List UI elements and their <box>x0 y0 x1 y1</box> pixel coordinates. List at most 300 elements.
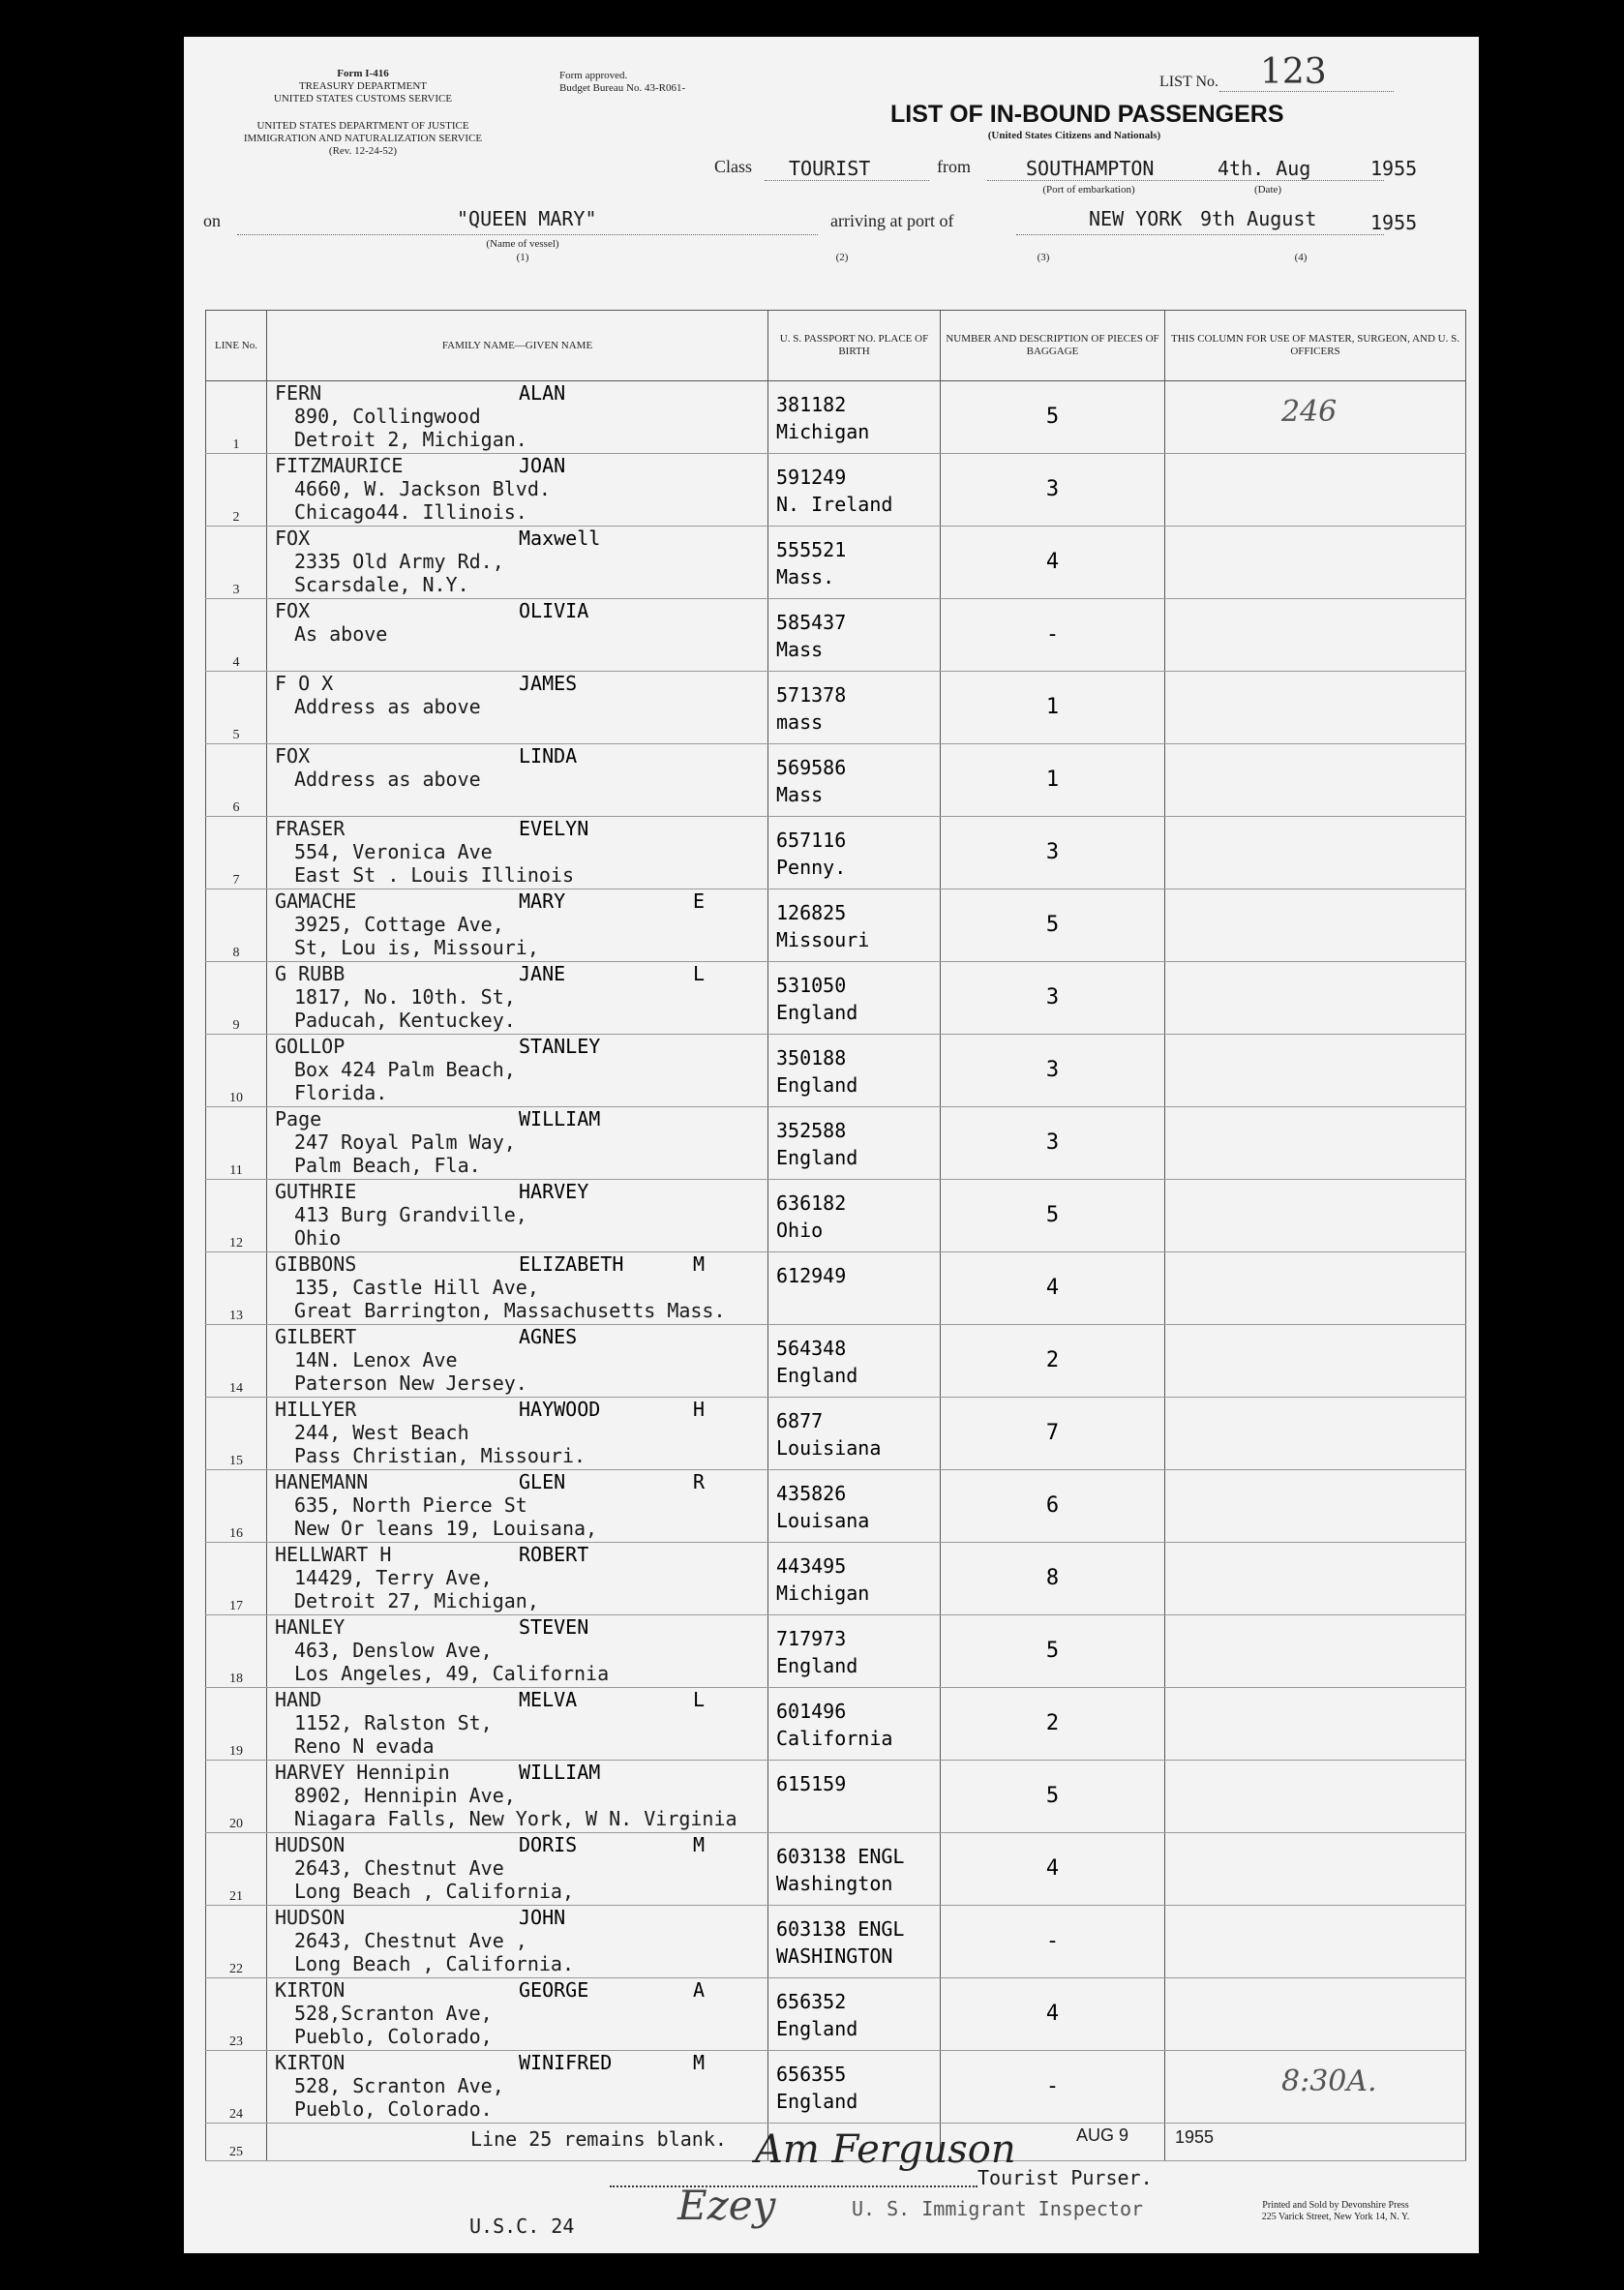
name-cell <box>267 1833 768 1906</box>
arriving-label: arriving at port of <box>830 211 954 230</box>
passport-cell <box>768 599 941 672</box>
baggage-count: 5 <box>941 1761 1165 1833</box>
baggage-count: 4 <box>941 527 1165 599</box>
given-name: AGNES <box>519 1325 578 1348</box>
passport-number: 717973 <box>776 1627 847 1650</box>
line-number: 7 <box>206 817 267 889</box>
baggage-count: 5 <box>941 1180 1165 1252</box>
form-revision: (Rev. 12-24-52) <box>328 145 398 157</box>
place-of-birth: Washington <box>776 1872 893 1895</box>
family-name: G RUBB <box>275 962 346 985</box>
line-number: 22 <box>206 1906 267 1978</box>
passport-number: 352588 <box>776 1119 847 1142</box>
address-line-1: 413 Burg Grandville, <box>294 1203 527 1226</box>
embark-year: 1955 <box>1370 157 1418 180</box>
table-row <box>206 1761 1466 1833</box>
place-of-birth: N. Ireland <box>776 493 893 516</box>
place-of-birth: California <box>776 1727 893 1750</box>
passport-number: 571378 <box>776 683 847 707</box>
embark-date: 4th. Aug <box>1218 157 1311 180</box>
address-line-2: Niagara Falls, New York, W N. Virginia <box>294 1807 737 1830</box>
address-line-2: Pueblo, Colorado, <box>294 2025 493 2048</box>
place-of-birth: Penny. <box>776 856 847 879</box>
officer-notes <box>1165 381 1466 454</box>
line-number: 3 <box>206 527 267 599</box>
vessel-line <box>237 234 818 235</box>
class-line <box>765 180 929 181</box>
passport-cell <box>768 1833 941 1906</box>
passport-number: 612949 <box>776 1264 847 1287</box>
address-line-2: Chicago44. Illinois. <box>294 500 527 524</box>
table-row <box>206 1252 1466 1325</box>
dept-customs: UNITED STATES CUSTOMS SERVICE <box>273 93 453 105</box>
officer-notes <box>1165 1398 1466 1470</box>
name-cell <box>267 817 768 889</box>
passport-number: 381182 <box>776 393 847 416</box>
middle-initial: A <box>693 1978 706 2002</box>
place-of-birth: mass <box>776 710 824 734</box>
address-line-2: St, Lou is, Missouri, <box>294 936 539 959</box>
passport-cell <box>768 1978 941 2051</box>
address-line-1: 14N. Lenox Ave <box>294 1348 458 1371</box>
budget-bureau: Budget Bureau No. 43-R061- <box>559 82 686 94</box>
line-number: 14 <box>206 1325 267 1398</box>
baggage-count: 6 <box>941 1470 1165 1543</box>
line-number: 20 <box>206 1761 267 1833</box>
footer-printer-1: Printed and Sold by Devonshire Press <box>1262 2200 1409 2211</box>
family-name: FOX <box>275 527 311 550</box>
given-name: MELVA <box>519 1688 578 1711</box>
given-name: EVELYN <box>519 817 589 840</box>
punch-hole <box>89 1024 128 1063</box>
given-name: Maxwell <box>519 527 601 550</box>
passport-cell <box>768 817 941 889</box>
footer-inspector: U. S. Immigrant Inspector <box>852 2197 1144 2220</box>
page-title: LIST OF IN-BOUND PASSENGERS <box>890 101 1284 128</box>
line-number: 17 <box>206 1543 267 1615</box>
address-line-2: Scarsdale, N.Y. <box>294 573 469 596</box>
address-line-2: Paterson New Jersey. <box>294 1371 527 1395</box>
family-name: FRASER <box>275 817 346 840</box>
name-cell <box>267 1252 768 1325</box>
address-line-1: 14429, Terry Ave, <box>294 1566 493 1589</box>
purser-label: Tourist Purser. <box>977 2166 1153 2189</box>
table-row <box>206 1470 1466 1543</box>
passport-cell <box>768 1398 941 1470</box>
passport-cell <box>768 962 941 1035</box>
passport-cell <box>768 1252 941 1325</box>
given-name: STEVEN <box>519 1615 589 1639</box>
address-line-1: 2643, Chestnut Ave , <box>294 1929 527 1952</box>
family-name: HARVEY Hennipin <box>275 1761 450 1784</box>
name-cell <box>267 1688 768 1761</box>
table-row <box>206 1035 1466 1107</box>
header-baggage: NUMBER AND DESCRIPTION OF PIECES OF BAGGAGE <box>941 311 1165 381</box>
passport-number: 435826 <box>776 1482 847 1505</box>
passport-cell <box>768 1325 941 1398</box>
table-row <box>206 1543 1466 1615</box>
given-name: ALAN <box>519 381 566 405</box>
address-line-2: Ohio <box>294 1226 342 1250</box>
middle-initial: L <box>693 1688 706 1711</box>
form-approved: Form approved. <box>559 70 628 81</box>
officer-notes <box>1165 1615 1466 1688</box>
place-of-birth: England <box>776 1146 858 1169</box>
line25-cell <box>267 2124 768 2161</box>
line-number: 25 <box>206 2124 267 2161</box>
place-of-birth: England <box>776 1654 858 1677</box>
name-cell <box>267 1470 768 1543</box>
officer-notes <box>1165 1470 1466 1543</box>
line-number: 9 <box>206 962 267 1035</box>
table-row <box>206 672 1466 744</box>
line-number: 4 <box>206 599 267 672</box>
address-line-1: 3925, Cottage Ave, <box>294 913 504 936</box>
table-row <box>206 381 1466 454</box>
name-cell <box>267 744 768 817</box>
col2-number: (2) <box>835 252 849 263</box>
table-row <box>206 527 1466 599</box>
from-label: from <box>937 157 971 176</box>
name-cell <box>267 1906 768 1978</box>
on-label: on <box>203 211 221 230</box>
address-line-1: 554, Veronica Ave <box>294 840 493 863</box>
port-line <box>987 180 1384 181</box>
passport-number: 636182 <box>776 1191 847 1215</box>
table-row <box>206 1398 1466 1470</box>
embark-port: SOUTHAMPTON <box>1026 157 1155 180</box>
officer-note: 246 <box>1281 395 1338 429</box>
port-caption: (Port of embarkation) <box>1042 184 1135 196</box>
address-line-1: 1817, No. 10th. St, <box>294 985 516 1009</box>
purser-line <box>610 2185 977 2187</box>
family-name: HUDSON <box>275 1906 346 1929</box>
place-of-birth: England <box>776 2090 858 2113</box>
header-name: FAMILY NAME—GIVEN NAME <box>267 311 768 381</box>
line-number: 6 <box>206 744 267 817</box>
line-number: 5 <box>206 672 267 744</box>
date-caption: (Date) <box>1253 184 1282 196</box>
address-line-2: East St . Louis Illinois <box>294 863 574 887</box>
officer-notes <box>1165 454 1466 527</box>
name-cell <box>267 1035 768 1107</box>
name-cell <box>267 1543 768 1615</box>
passport-cell <box>768 1761 941 1833</box>
name-cell <box>267 527 768 599</box>
header-passport: U. S. PASSPORT NO. PLACE OF BIRTH <box>768 311 941 381</box>
officer-note: 8:30A. <box>1281 2064 1377 2098</box>
address-line-1: 244, West Beach <box>294 1421 469 1444</box>
inspector-signature: Ezey <box>677 2182 776 2229</box>
middle-initial: M <box>693 1833 706 1856</box>
given-name: ROBERT <box>519 1543 589 1566</box>
line25-officer <box>1165 2124 1466 2161</box>
col4-number: (4) <box>1294 252 1308 263</box>
passport-cell <box>768 1107 941 1180</box>
given-name: GEORGE <box>519 1978 589 2002</box>
family-name: GAMACHE <box>275 889 357 913</box>
officer-notes <box>1165 1906 1466 1978</box>
address-line-2: New Or leans 19, Louisana, <box>294 1517 598 1540</box>
passport-number: 555521 <box>776 538 847 561</box>
given-name: ELIZABETH <box>519 1252 624 1276</box>
name-cell <box>267 1615 768 1688</box>
place-of-birth: England <box>776 2017 858 2040</box>
officer-notes <box>1165 962 1466 1035</box>
place-of-birth: Missouri <box>776 928 870 951</box>
officer-notes <box>1165 1107 1466 1180</box>
passport-number: 657116 <box>776 829 847 852</box>
passport-number: 591249 <box>776 466 847 489</box>
address-line-1: 1152, Ralston St, <box>294 1711 493 1734</box>
given-name: HAYWOOD <box>519 1398 601 1421</box>
officer-notes <box>1165 1978 1466 2051</box>
given-name: STANLEY <box>519 1035 601 1058</box>
family-name: HANLEY <box>275 1615 346 1639</box>
passenger-table <box>205 310 1466 2161</box>
address-line-1: Box 424 Palm Beach, <box>294 1058 516 1081</box>
header-officers: THIS COLUMN FOR USE OF MASTER, SURGEON, AND U. S. OFFICERS <box>1165 311 1466 381</box>
name-cell <box>267 889 768 962</box>
name-cell <box>267 1325 768 1398</box>
baggage-count: 7 <box>941 1398 1165 1470</box>
table-row <box>206 744 1466 817</box>
passport-cell <box>768 1615 941 1688</box>
table-row <box>206 889 1466 962</box>
address-line-2: Pueblo, Colorado. <box>294 2097 493 2121</box>
manifest-page <box>184 37 1479 2253</box>
passport-number: 603138 ENGL <box>776 1917 905 1941</box>
stamp-date: AUG 9 <box>1076 2125 1129 2145</box>
baggage-count: - <box>941 1906 1165 1978</box>
line-number: 15 <box>206 1398 267 1470</box>
officer-notes <box>1165 2051 1466 2124</box>
line-number: 23 <box>206 1978 267 2051</box>
address-line-1: Address as above <box>294 695 481 718</box>
line-number: 24 <box>206 2051 267 2124</box>
officer-notes <box>1165 1761 1466 1833</box>
address-line-2: Reno N evada <box>294 1734 435 1758</box>
name-cell <box>267 672 768 744</box>
officer-notes <box>1165 889 1466 962</box>
address-line-2: Long Beach , California, <box>294 1880 574 1903</box>
given-name: JAMES <box>519 672 578 695</box>
table-row <box>206 599 1466 672</box>
middle-initial: R <box>693 1470 706 1493</box>
address-line-1: 247 Royal Palm Way, <box>294 1130 516 1154</box>
baggage-count: - <box>941 2051 1165 2124</box>
given-name: JOHN <box>519 1906 566 1929</box>
list-number: 123 <box>1260 52 1327 92</box>
officer-notes <box>1165 1325 1466 1398</box>
class-label: Class <box>714 157 753 176</box>
dept-treasury: TREASURY DEPARTMENT <box>298 80 428 92</box>
officer-notes <box>1165 1252 1466 1325</box>
baggage-count: 5 <box>941 381 1165 454</box>
address-line-2: Long Beach , California. <box>294 1952 574 1975</box>
passport-number: 531050 <box>776 974 847 997</box>
passport-cell <box>768 1035 941 1107</box>
baggage-count: - <box>941 599 1165 672</box>
passport-number: 615159 <box>776 1772 847 1795</box>
given-name: WILLIAM <box>519 1761 601 1784</box>
middle-initial: L <box>693 962 706 985</box>
officer-notes <box>1165 672 1466 744</box>
line-number: 1 <box>206 381 267 454</box>
line-number: 18 <box>206 1615 267 1688</box>
line-number: 11 <box>206 1107 267 1180</box>
passport-number: 564348 <box>776 1337 847 1360</box>
officer-notes <box>1165 599 1466 672</box>
col3-number: (3) <box>1037 252 1050 263</box>
address-line-1: As above <box>294 622 388 646</box>
name-cell <box>267 1398 768 1470</box>
given-name: MARY <box>519 889 566 913</box>
vessel-name: "QUEEN MARY" <box>457 207 597 230</box>
table-row <box>206 817 1466 889</box>
punch-hole <box>89 629 128 668</box>
baggage-count: 5 <box>941 1615 1165 1688</box>
arrival-line <box>1016 234 1384 235</box>
given-name: WILLIAM <box>519 1107 601 1130</box>
baggage-count: 3 <box>941 1035 1165 1107</box>
baggage-count: 2 <box>941 1688 1165 1761</box>
place-of-birth: England <box>776 1073 858 1097</box>
class-value: TOURIST <box>789 157 871 180</box>
address-line-2: Paducah, Kentuckey. <box>294 1009 516 1032</box>
baggage-count: 4 <box>941 1833 1165 1906</box>
passport-cell <box>768 1688 941 1761</box>
place-of-birth: Mass. <box>776 565 835 588</box>
address-line-1: 528,Scranton Ave, <box>294 2002 493 2025</box>
table-row <box>206 1180 1466 1252</box>
punch-hole <box>89 83 128 122</box>
line-number: 13 <box>206 1252 267 1325</box>
baggage-count: 2 <box>941 1325 1165 1398</box>
place-of-birth: Ohio <box>776 1219 824 1242</box>
address-line-1: 2335 Old Army Rd., <box>294 550 504 573</box>
footer-printer-2: 225 Varick Street, New York 14, N. Y. <box>1261 2212 1410 2222</box>
line25-text: Line 25 remains blank. <box>470 2127 727 2151</box>
passport-cell <box>768 744 941 817</box>
officer-notes <box>1165 1543 1466 1615</box>
middle-initial: E <box>693 889 706 913</box>
passport-number: 656355 <box>776 2063 847 2086</box>
place-of-birth: Michigan <box>776 420 870 443</box>
table-row <box>206 1978 1466 2051</box>
passport-number: 603138 ENGL <box>776 1845 905 1868</box>
family-name: HELLWART H <box>275 1543 392 1566</box>
passport-number: 6877 <box>776 1409 824 1432</box>
passport-number: 656352 <box>776 1990 847 2013</box>
list-no-label: LIST No. <box>1159 74 1219 90</box>
passport-cell <box>768 1906 941 1978</box>
purser-signature: Am Ferguson <box>755 2127 1016 2172</box>
officer-notes <box>1165 1035 1466 1107</box>
dept-ins: IMMIGRATION AND NATURALIZATION SERVICE <box>243 133 483 144</box>
given-name: WINIFRED <box>519 2051 613 2074</box>
address-line-1: 635, North Pierce St <box>294 1493 527 1517</box>
address-line-2: Detroit 2, Michigan. <box>294 428 527 451</box>
family-name: FOX <box>275 744 311 768</box>
address-line-1: 2643, Chestnut Ave <box>294 1856 504 1880</box>
table-row <box>206 1906 1466 1978</box>
line-number: 8 <box>206 889 267 962</box>
line-number: 21 <box>206 1833 267 1906</box>
middle-initial: H <box>693 1398 706 1421</box>
family-name: HUDSON <box>275 1833 346 1856</box>
name-cell <box>267 1180 768 1252</box>
passport-cell <box>768 2051 941 2124</box>
page-subtitle: (United States Citizens and Nationals) <box>987 130 1161 141</box>
name-cell <box>267 1761 768 1833</box>
punch-hole <box>89 1400 128 1438</box>
officer-notes <box>1165 1688 1466 1761</box>
table-row <box>206 1615 1466 1688</box>
baggage-count: 8 <box>941 1543 1165 1615</box>
passport-cell <box>768 672 941 744</box>
address-line-1: 4660, W. Jackson Blvd. <box>294 477 551 500</box>
family-name: FOX <box>275 599 311 622</box>
arrival-port: NEW YORK <box>1089 207 1183 230</box>
family-name: GOLLOP <box>275 1035 346 1058</box>
name-cell <box>267 454 768 527</box>
name-cell <box>267 2051 768 2124</box>
passport-number: 569586 <box>776 756 847 779</box>
passport-cell <box>768 381 941 454</box>
given-name: JANE <box>519 962 566 985</box>
line-number: 19 <box>206 1688 267 1761</box>
name-cell <box>267 1107 768 1180</box>
given-name: OLIVIA <box>519 599 589 622</box>
place-of-birth: WASHINGTON <box>776 1944 893 1968</box>
family-name: HAND <box>275 1688 322 1711</box>
line-number: 2 <box>206 454 267 527</box>
baggage-count: 4 <box>941 1978 1165 2051</box>
family-name: GILBERT <box>275 1325 357 1348</box>
line-number: 16 <box>206 1470 267 1543</box>
family-name: KIRTON <box>275 1978 346 2002</box>
table-row <box>206 1833 1466 1906</box>
given-name: DORIS <box>519 1833 578 1856</box>
place-of-birth: England <box>776 1364 858 1387</box>
baggage-count: 3 <box>941 962 1165 1035</box>
place-of-birth: Louisiana <box>776 1436 882 1460</box>
address-line-1: 528, Scranton Ave, <box>294 2074 504 2097</box>
middle-initial: M <box>693 1252 706 1276</box>
family-name: KIRTON <box>275 2051 346 2074</box>
stamp-year: 1955 <box>1175 2127 1215 2147</box>
vessel-caption: (Name of vessel) <box>486 238 559 250</box>
address-line-1: 463, Denslow Ave, <box>294 1639 493 1662</box>
address-line-2: Pass Christian, Missouri. <box>294 1444 586 1467</box>
place-of-birth: England <box>776 1001 858 1024</box>
officer-notes <box>1165 527 1466 599</box>
place-of-birth: Michigan <box>776 1582 870 1605</box>
punch-hole <box>89 2044 128 2083</box>
passport-cell <box>768 1543 941 1615</box>
table-row <box>206 1325 1466 1398</box>
header-line-no: LINE No. <box>206 311 267 381</box>
passport-cell <box>768 889 941 962</box>
baggage-count: 3 <box>941 454 1165 527</box>
baggage-count: 1 <box>941 744 1165 817</box>
passport-number: 443495 <box>776 1554 847 1578</box>
given-name: LINDA <box>519 744 578 768</box>
table-row <box>206 2051 1466 2124</box>
table-row <box>206 1107 1466 1180</box>
address-line-1: 890, Collingwood <box>294 405 481 428</box>
